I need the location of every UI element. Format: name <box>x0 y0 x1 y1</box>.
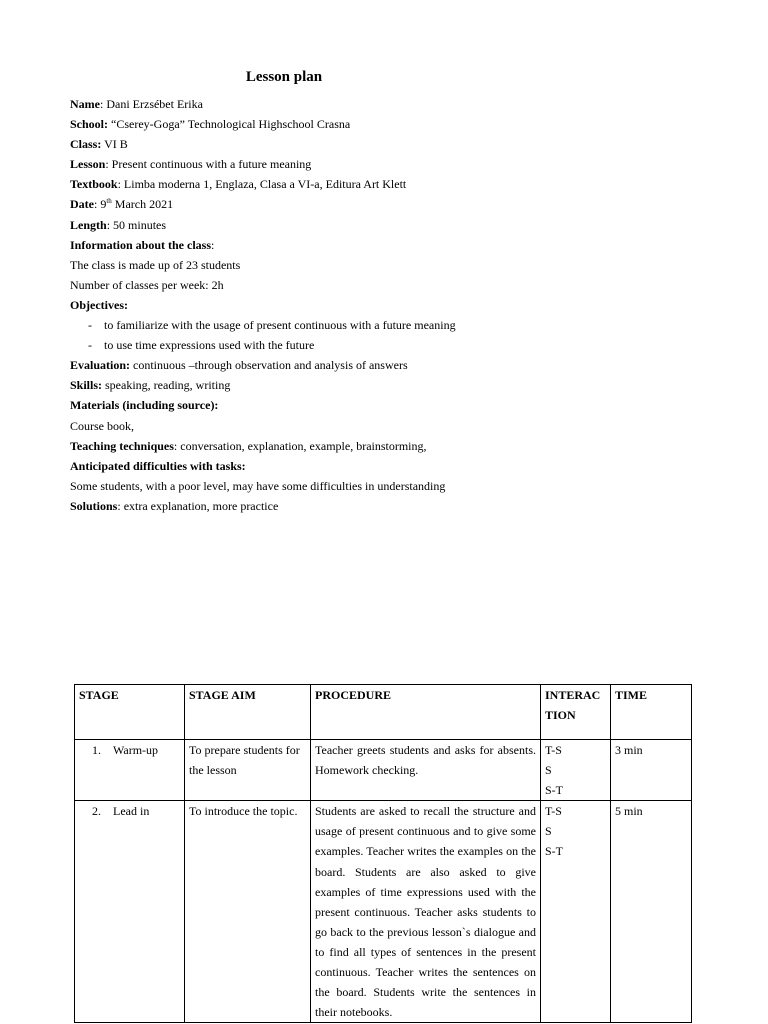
evaluation-value: continuous –through observation and analysis of answers <box>130 358 408 373</box>
interaction-value: S <box>545 763 552 778</box>
classes-per-week: Number of classes per week: 2h <box>70 277 224 292</box>
school-value: “Cserey-Goga” Technological Highschool Crasna <box>108 117 351 132</box>
date-suffix: th <box>106 197 112 206</box>
materials-value: Course book, <box>70 418 134 433</box>
stage-name: Warm-up <box>113 743 159 757</box>
stage-name: Lead in <box>113 804 150 819</box>
date-month: March 2021 <box>111 197 174 212</box>
skills-value: speaking, reading, writing <box>102 378 231 393</box>
interaction-cell <box>541 740 611 801</box>
solutions-line <box>70 496 710 516</box>
interaction-cell <box>541 801 611 1023</box>
length-label: Length <box>70 217 107 232</box>
class-info-colon: : <box>211 237 215 252</box>
header-interaction-line2: TION <box>545 708 576 723</box>
stage-cell <box>75 740 185 801</box>
class-info-label: Information about the class <box>70 237 212 252</box>
time-cell: 3 min <box>611 740 692 801</box>
header-interaction <box>541 685 611 740</box>
solutions-label: Solutions <box>70 498 118 513</box>
techniques-line <box>70 436 710 456</box>
date-line <box>70 194 710 214</box>
header-procedure: PROCEDURE <box>311 685 541 740</box>
table-header-row <box>75 685 692 740</box>
class-line <box>70 134 710 154</box>
lesson-label: Lesson <box>70 157 106 172</box>
procedure-cell: Students are asked to recall the structure and usage of present continuous and to give some examples. Teacher writes the examples on the board. Students are also asked to give examples of time expressions used with the present continuous. Teacher asks students to go back to the previous lesson`s dialogue and to find all types of sentences in the present continuous. Teacher writes the sentences on the board. Students write the sentences in their notebooks. <box>311 801 541 1023</box>
evaluation-label: Evaluation: <box>70 358 131 373</box>
stage-aim-cell: To introduce the topic. <box>185 801 311 1023</box>
class-value: VI B <box>101 137 128 152</box>
lesson-line <box>70 154 710 174</box>
materials-heading: Materials (including source): <box>70 398 219 413</box>
lesson-stages-table <box>74 684 692 1023</box>
objective-item <box>70 315 710 335</box>
header-stage: STAGE <box>75 685 185 740</box>
stage-cell <box>75 801 185 1023</box>
date-label: Date <box>70 197 94 212</box>
page-title: Lesson plan <box>245 69 323 85</box>
dash-bullet: - <box>88 338 92 353</box>
objectives-heading: Objectives: <box>70 297 128 312</box>
stage-number: 2. <box>92 804 101 819</box>
length-line <box>70 215 710 235</box>
header-stage-aim: STAGE AIM <box>185 685 311 740</box>
difficulties-heading: Anticipated difficulties with tasks: <box>70 458 246 473</box>
objective-text: to use time expressions used with the future <box>104 338 315 353</box>
interaction-value: T-S <box>545 804 562 819</box>
class-label: Class: <box>70 137 102 152</box>
interaction-value: T-S <box>545 743 562 757</box>
skills-label: Skills: <box>70 378 103 393</box>
date-value: : 9 <box>94 197 107 212</box>
class-info-heading <box>70 235 710 255</box>
class-size: The class is made up of 23 students <box>70 257 241 272</box>
name-value: : Dani Erzsébet Erika <box>100 97 203 111</box>
school-line <box>70 114 710 134</box>
lesson-value: : Present continuous with a future meaning <box>105 157 312 172</box>
interaction-value: S-T <box>545 783 563 798</box>
evaluation-line <box>70 355 710 375</box>
objective-text: to familiarize with the usage of present continuous with a future meaning <box>104 318 456 333</box>
lesson-info <box>70 94 710 516</box>
difficulties-value: Some students, with a poor level, may have some difficulties in understanding <box>70 478 446 493</box>
procedure-cell: Teacher greets students and asks for absents. Homework checking. <box>311 740 541 801</box>
textbook-line <box>70 174 710 194</box>
school-label: School: <box>70 117 109 132</box>
stage-aim-cell: To prepare students for the lesson <box>185 740 311 801</box>
textbook-label: Textbook <box>70 177 118 192</box>
table-row <box>75 801 692 1023</box>
length-value: : 50 minutes <box>106 217 167 232</box>
objective-item <box>70 335 710 355</box>
techniques-label: Teaching techniques <box>70 438 174 453</box>
skills-line <box>70 375 710 395</box>
header-interaction-line1: INTERAC <box>545 688 601 702</box>
techniques-value: : conversation, explanation, example, brainstorming, <box>173 438 427 453</box>
solutions-value: : extra explanation, more practice <box>117 498 279 513</box>
interaction-value: S <box>545 824 552 839</box>
time-cell: 5 min <box>611 801 692 1023</box>
textbook-value: : Limba moderna 1, Englaza, Clasa a VI-a, Editura Art Klett <box>117 177 407 192</box>
name-label: Name <box>70 97 100 111</box>
stage-number: 1. <box>92 743 101 757</box>
dash-bullet: - <box>88 318 92 333</box>
interaction-value: S-T <box>545 844 563 859</box>
header-time: TIME <box>611 685 692 740</box>
table-row <box>75 740 692 801</box>
name-line <box>70 94 710 114</box>
